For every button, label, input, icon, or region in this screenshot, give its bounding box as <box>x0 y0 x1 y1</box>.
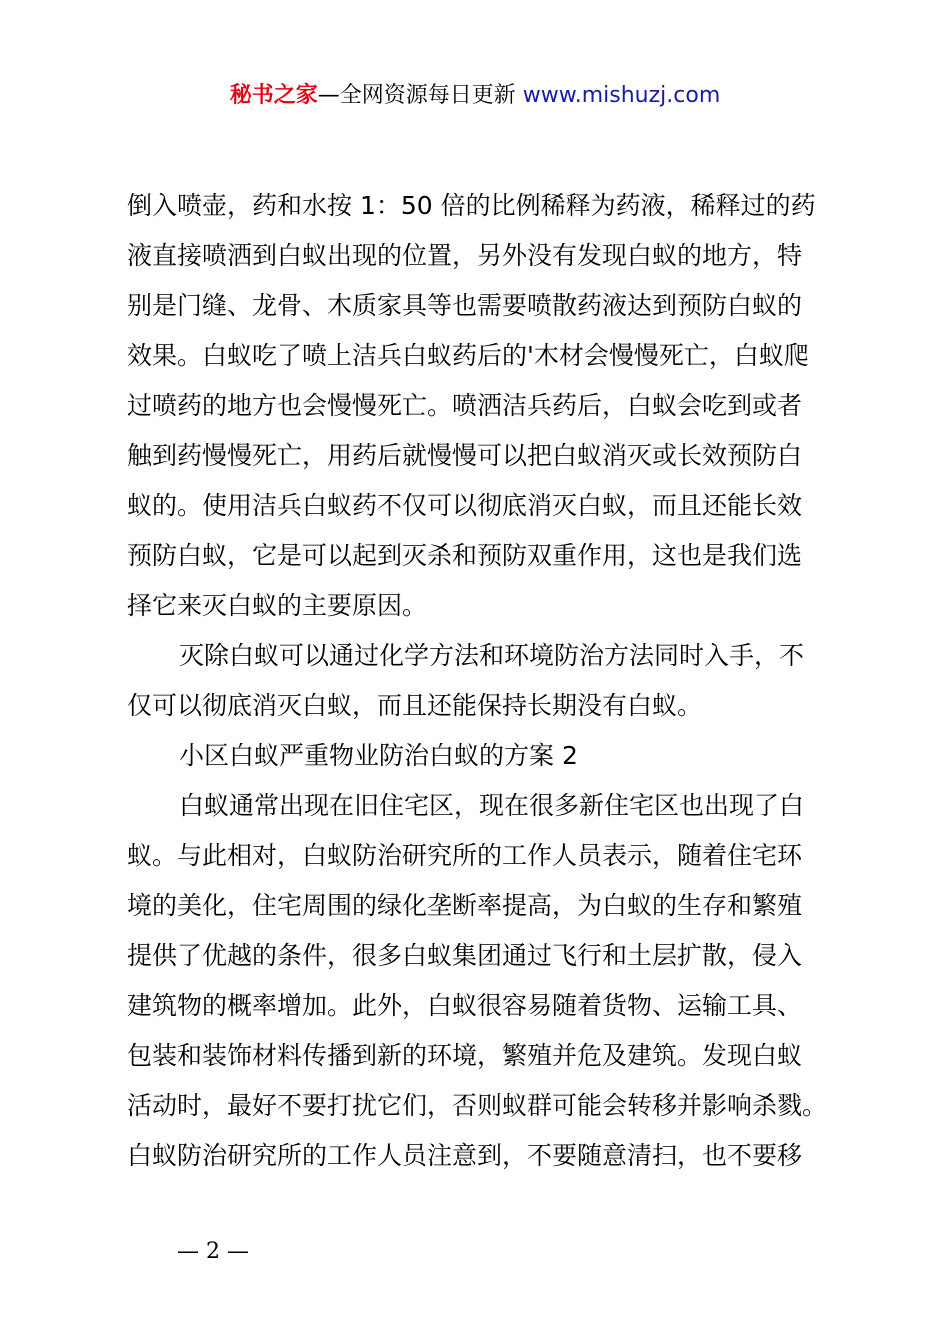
body-line: 择它来灭白蚁的主要原因。 <box>127 591 428 620</box>
page-number: — 2 — <box>177 1239 249 1264</box>
body-line: 建筑物的概率增加。此外，白蚁很容易随着货物、运输工具、 <box>127 991 803 1020</box>
site-url[interactable]: www.mishuzj.com <box>522 83 721 108</box>
body-line: 过喷药的地方也会慢慢死亡。喷洒洁兵药后，白蚁会吃到或者 <box>127 391 803 420</box>
body-line: 活动时，最好不要打扰它们，否则蚁群可能会转移并影响杀戮。 <box>127 1091 828 1120</box>
body-line: 液直接喷洒到白蚁出现的位置，另外没有发现白蚁的地方，特 <box>127 241 803 270</box>
site-brand: 秘书之家 <box>229 83 318 108</box>
body-line: 境的美化，住宅周围的绿化垄断率提高，为白蚁的生存和繁殖 <box>127 891 803 920</box>
body-line: 灭除白蚁可以通过化学方法和环境防治方法同时入手，不 <box>179 641 805 670</box>
body-line: 倒入喷壶，药和水按 1：50 倍的比例稀释为药液，稀释过的药 <box>127 191 816 220</box>
body-line: 蚁。与此相对，白蚁防治研究所的工作人员表示，随着住宅环 <box>127 841 803 870</box>
body-line: 包装和装饰材料传播到新的环境，繁殖并危及建筑。发现白蚁 <box>127 1041 803 1070</box>
page-header <box>0 80 950 112</box>
section-heading: 小区白蚁严重物业防治白蚁的方案 2 <box>179 741 578 770</box>
document-body <box>127 181 847 1181</box>
site-tagline: —全网资源每日更新 <box>317 83 516 108</box>
body-line: 白蚁通常出现在旧住宅区，现在很多新住宅区也出现了白 <box>179 791 805 820</box>
body-line: 仅可以彻底消灭白蚁，而且还能保持长期没有白蚁。 <box>127 691 703 720</box>
body-line: 白蚁防治研究所的工作人员注意到，不要随意清扫，也不要移 <box>127 1141 803 1170</box>
body-line: 提供了优越的条件，很多白蚁集团通过飞行和土层扩散，侵入 <box>127 941 803 970</box>
body-line: 预防白蚁，它是可以起到灭杀和预防双重作用，这也是我们选 <box>127 541 803 570</box>
body-line: 蚁的。使用洁兵白蚁药不仅可以彻底消灭白蚁，而且还能长效 <box>127 491 803 520</box>
body-line: 触到药慢慢死亡，用药后就慢慢可以把白蚁消灭或长效预防白 <box>127 441 803 470</box>
body-line: 别是门缝、龙骨、木质家具等也需要喷散药液达到预防白蚁的 <box>127 291 803 320</box>
body-line: 效果。白蚁吃了喷上洁兵白蚁药后的'木材会慢慢死亡，白蚁爬 <box>127 341 809 370</box>
